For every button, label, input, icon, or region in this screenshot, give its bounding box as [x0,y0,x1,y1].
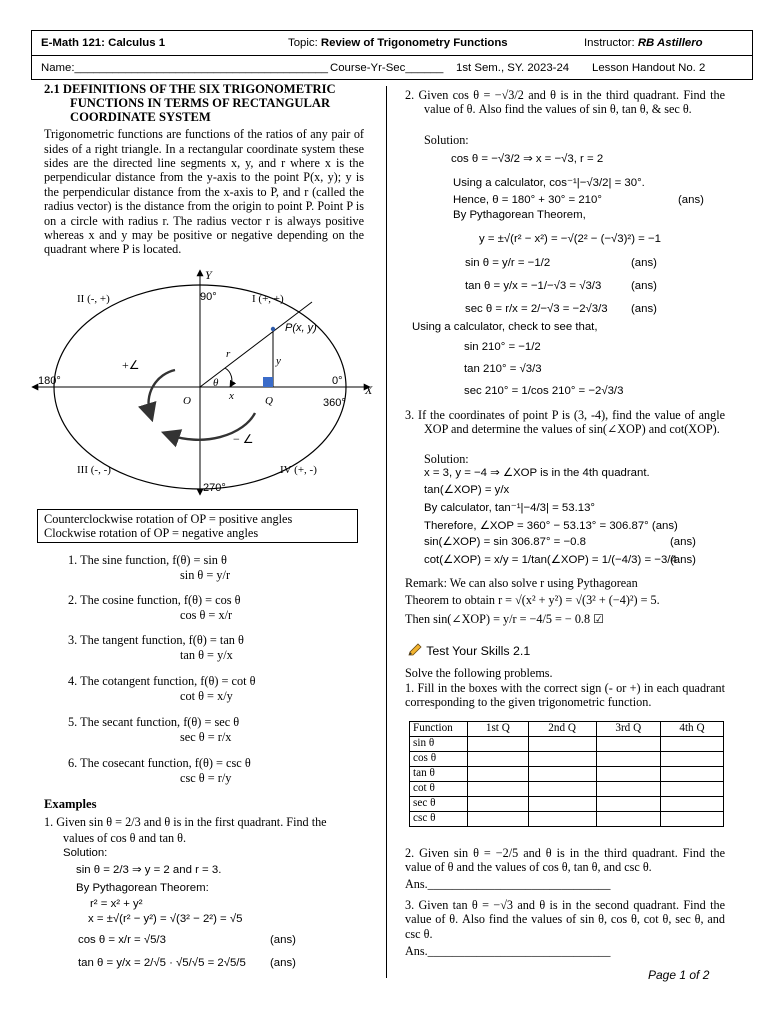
quadrant-4-label: IV (+, -) [280,464,317,476]
ex2-check-sin: sin 210° = −1/2 [464,341,541,353]
x-axis-label: X [365,383,373,397]
ex2-step-1: cos θ = −√3/2 ⇒ x = −√3, r = 2 [451,153,604,165]
row-label-sec: sec θ [410,797,468,812]
header-row-1 [32,31,752,56]
function-1-label: 1. The sine function, f(θ) = sin θ [68,553,227,567]
ex3-remark-2: Theorem to obtain r = √(x² + y²) = √(3² + (−4)²) = 5. [405,593,660,607]
table-row [410,767,724,782]
label-270: 270° [203,482,226,494]
ex2-sin: sin θ = y/r = −1/2 [465,257,551,269]
header-q2: 2nd Q [528,722,596,737]
ex2-step-3: Hence, θ = 180° + 30° = 210° [453,194,602,206]
examples-title: Examples [44,797,97,811]
test-p1: 1. Fill in the boxes with the correct sign (- or +) in each quadrant corresponding to the given trigonometric function. [405,681,725,710]
header-q1: 1st Q [468,722,529,737]
ex3-remark-1: Remark: We can also solve r using Pythagorean [405,576,638,590]
ex2-solution: Solution: [424,133,469,147]
ex2-tan: tan θ = y/x = −1/−√3 = √3/3 [465,280,602,292]
sign-box[interactable] [596,812,660,827]
theta-arc [225,368,232,387]
function-2-label: 2. The cosine function, f(θ) = cos θ [68,593,241,607]
sign-box[interactable] [660,797,723,812]
ex1-step-1: sin θ = 2/3 ⇒ y = 2 and r = 3. [76,864,222,876]
unit-circle-diagram [30,265,375,497]
point-p [271,327,275,331]
test-title-row [407,643,530,659]
sign-box[interactable] [596,797,660,812]
ccw-label: +∠ [122,358,140,372]
ex2-problem: 2. Given cos θ = −√3/2 and θ is in the third quadrant. Find the value of θ. Also find the values of sin θ, tan θ, & sec θ. [405,88,725,117]
test-p3: 3. Given tan θ = −√3 and θ is in the second quadrant. Find the value of θ. Also find the values of sin θ, cos θ, cot θ, sec θ, and csc θ. [405,898,725,941]
ex2-check-sec: sec 210° = 1/cos 210° = −2√3/3 [464,385,624,397]
semester: 1st Sem., SY. 2023-24 [456,62,570,74]
sign-box[interactable] [468,812,529,827]
course-title: E-Math 121: Calculus 1 [41,37,166,49]
table-row [410,797,724,812]
topic-label: Topic: [288,37,321,49]
ex3-solution: Solution: [424,452,469,466]
table-row [410,782,724,797]
ex1-tan: tan θ = y/x = 2/√5 · √5/√5 = 2√5/5 [78,957,246,969]
sign-box[interactable] [596,737,660,752]
label-0: 0° [332,375,343,387]
sign-box[interactable] [596,767,660,782]
quadrant-2-label: II (-, +) [77,293,110,305]
header-function: Function [410,722,468,737]
sign-box[interactable] [468,782,529,797]
x-leg-label: x [229,390,234,402]
sign-box[interactable] [660,737,723,752]
course-yr-sec: Course-Yr-Sec______ [330,62,444,74]
sign-box[interactable] [596,782,660,797]
sign-box[interactable] [468,752,529,767]
row-label-csc: csc θ [410,812,468,827]
ex3-problem: 3. If the coordinates of point P is (3, -4), find the value of angle XOP and determine the values of sin(∠XOP) and cot(XOP). [405,408,725,437]
table-row [410,752,724,767]
pencil-icon [407,643,423,657]
ex1-cos: cos θ = x/r = √5/3 [78,934,166,946]
rotation-box [37,509,358,543]
topic-value: Review of Trigonometry Functions [320,37,508,49]
ex1-step-4: x = ±√(r² − y²) = √(3² − 2²) = √5 [88,913,243,925]
label-180: 180° [38,375,61,387]
ex3-step-3: By calculator, tan⁻¹|−4/3| = 53.13° [424,502,595,514]
ex2-sec-ans: (ans) [631,303,657,315]
header-row-2 [32,56,752,81]
function-4-label: 4. The cotangent function, f(θ) = cot θ [68,674,256,688]
label-90: 90° [200,291,217,303]
function-5-label: 5. The secant function, f(θ) = sec θ [68,715,240,729]
row-label-cot: cot θ [410,782,468,797]
ex1-line-1: 1. Given sin θ = 2/3 and θ is in the first quadrant. Find the [44,815,327,829]
lesson-handout-no: Lesson Handout No. 2 [592,62,706,74]
test-intro: Solve the following problems. [405,666,553,680]
test-p2-answer[interactable]: Ans.______________________________ [405,877,611,891]
left-column [44,82,364,257]
ex1-tan-ans: (ans) [270,957,296,969]
ex1-cos-ans: (ans) [270,934,296,946]
sign-box[interactable] [660,752,723,767]
quadrant-1-label: I (+, +) [252,293,284,305]
ex3-sin: sin(∠XOP) = sin 306.87° = −0.8 [424,536,586,548]
section-title: 2.1 DEFINITIONS OF THE SIX TRIGONOMETRIC FUNCTIONS IN TERMS OF RECTANGULAR COORDINATE SYSTEM [44,82,336,125]
quadrant-3-label: III (-, -) [77,464,111,476]
header-q3: 3rd Q [596,722,660,737]
function-3-formula: tan θ = y/x [180,648,233,662]
right-angle-marker [263,377,273,387]
function-4-formula: cot θ = x/y [180,689,233,703]
ex2-step-2: Using a calculator, cos⁻¹|−√3/2| = 30°. [453,177,645,189]
ex2-step-3-ans: (ans) [678,194,704,206]
ex2-sec: sec θ = r/x = 2/−√3 = −2√3/3 [465,303,608,315]
row-label-cos: cos θ [410,752,468,767]
ccw-arrow [149,370,175,413]
ex2-check: Using a calculator, check to see that, [412,321,598,333]
function-2-formula: cos θ = x/r [180,608,233,622]
sign-table [409,721,724,827]
ex1-step-3: r² = x² + y² [90,898,143,910]
sign-box[interactable] [528,767,596,782]
sign-table-header [410,722,724,737]
sign-box[interactable] [528,797,596,812]
sign-box[interactable] [528,782,596,797]
column-divider [386,86,387,978]
ex3-sin-ans: (ans) [670,536,696,548]
ex2-tan-ans: (ans) [631,280,657,292]
page-number: Page 1 of 2 [648,968,710,982]
ex2-check-tan: tan 210° = √3/3 [464,363,542,375]
y-leg-label: y [276,355,281,367]
ex3-cot: cot(∠XOP) = x/y = 1/tan(∠XOP) = 1/(−4/3) = −3/4 [424,554,677,566]
name-field: Name:________________________________________ [41,62,328,74]
sign-box[interactable] [660,767,723,782]
sign-box[interactable] [528,752,596,767]
rotation-ccw: Counterclockwise rotation of OP = positive angles [44,512,293,526]
ex2-sin-ans: (ans) [631,257,657,269]
function-3-label: 3. The tangent function, f(θ) = tan θ [68,633,244,647]
theta-label: θ [213,377,219,389]
r-label: r [226,348,231,360]
sign-box[interactable] [468,767,529,782]
table-row [410,737,724,752]
test-title: Test Your Skills 2.1 [426,644,531,658]
test-p3-answer[interactable]: Ans.______________________________ [405,944,611,958]
cw-label: − ∠ [233,432,254,446]
sign-box[interactable] [468,797,529,812]
q-label: Q [265,395,273,407]
instructor [584,37,703,50]
row-label-sin: sin θ [410,737,468,752]
ex1-step-2: By Pythagorean Theorem: [76,882,209,894]
ex3-step-4: Therefore, ∠XOP = 360° − 53.13° = 306.87° (ans) [424,520,678,532]
point-p-label: P(x, y) [285,322,317,334]
ex3-remark-3: Then sin(∠XOP) = y/r = −4/5 = − 0.8 ☑ [405,612,605,626]
rotation-cw: Clockwise rotation of OP = negative angles [44,526,259,541]
y-axis-label: Y [205,268,212,282]
ex1-solution: Solution: [63,847,108,859]
function-5-formula: sec θ = r/x [180,730,232,744]
ex3-cot-ans: (ans) [670,554,696,566]
sign-box[interactable] [660,782,723,797]
ex2-step-5: y = ±√(r² − x²) = −√(2² − (−√3)²) = −1 [479,233,661,245]
ex1-line-2: values of cos θ and tan θ. [63,831,187,845]
test-p2: 2. Given sin θ = −2/5 and θ is in the third quadrant. Find the value of θ and the values of cos θ, tan θ, and csc θ. [405,846,725,875]
sign-box[interactable] [528,812,596,827]
topic [288,37,508,50]
section-intro: Trigonometric functions are functions of the ratios of any pair of sides of a right triangle. In a rectangular coordinate system these sides are the directed line segments x, y, and r where x is the perpendicular distance from the y-axis to the point P(x, y); y is the perpendicular distance from the x-axis to P, and r (called the radius vector) is the distance from the origin to point P. Point P is on a circle with radius r. The radius vector r is always positive whereas x and y may be positive or negative depending on the quadrant where P is located. [44,127,364,257]
function-6-formula: csc θ = r/y [180,771,232,785]
ex3-step-2: tan(∠XOP) = y/x [424,484,510,496]
ex3-step-1: x = 3, y = −4 ⇒ ∠XOP is in the 4th quadrant. [424,467,650,479]
header-q4: 4th Q [660,722,723,737]
table-row [410,812,724,827]
row-label-tan: tan θ [410,767,468,782]
sign-box[interactable] [468,737,529,752]
radius-line [200,302,312,387]
sign-box[interactable] [596,752,660,767]
sign-box[interactable] [660,812,723,827]
function-1-formula: sin θ = y/r [180,568,231,582]
label-360: 360° [323,397,346,409]
instructor-value: RB Astillero [637,37,703,49]
sign-box[interactable] [528,737,596,752]
handout-header [31,30,753,80]
function-6-label: 6. The cosecant function, f(θ) = csc θ [68,756,251,770]
ex2-step-4: By Pythagorean Theorem, [453,209,586,221]
instructor-label: Instructor: [584,37,638,49]
origin-label: O [183,395,191,407]
